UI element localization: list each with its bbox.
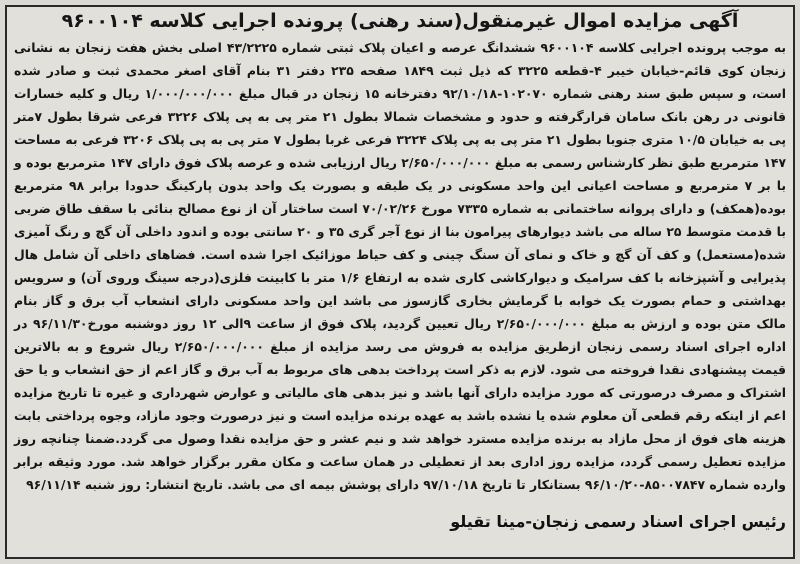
- auction-notice: [14, 8, 786, 496]
- notice-title: آگهی مزایده اموال غیرمنقول(سند رهنی) پرونده اجرایی کلاسه ۹۶۰۰۱۰۴: [61, 10, 739, 32]
- notice-body: به موجب پرونده اجرایی کلاسه ۹۶۰۰۱۰۴ ششدانگ عرصه و اعیان پلاک ثبتی شماره ۴۳/۲۲۲۵ اصلی بخش هفت زنجان به نشانی زنجان کوی قائم-خیابان خیبر ۴-قطعه ۳۲۲۵ که ذیل ثبت ۱۸۴۹ صفحه ۲۳۵ دفتر ۳۱ بنام آقای اصغر محمدی ثبت و صادر شده است، و سپس طبق سند رهنی شماره ۱۰۲۰۷۰-۹۲/۱۰/۱۸ دفترخانه ۱۵ زنجان در قبال مبلغ ۱/۰۰۰/۰۰۰/۰۰۰ ریال و کلیه خسارات قانونی در رهن بانک سامان قرارگرفته و حدود و مشخصات شمالا بطول ۲۱ متر پی به پی پلاک ۳۲۲۶ فرعی شرقا بطول ۷متر پی به خیابان ۱۰/۵ متری جنوبا بطول ۲۱ متر پی به پی پلاک ۳۲۲۴ فرعی غربا بطول ۷ متر پی به پی پلاک ۳۲۰۶ فرعی به مساحت ۱۴۷ مترمربع طبق نظر کارشناس رسمی به مبلغ ۲/۶۵۰/۰۰۰/۰۰۰ ریال ارزیابی شده و عرصه پلاک فوق دارای ۱۴۷ مترمربع بوده و با بر ۷ مترمربع و مساحت اعیانی این واحد مسکونی در یک طبقه و بصورت یک واحد بدون پارکینگ حدودا برابر ۹۸ مترمربع بوده(همکف) و دارای پروانه ساختمانی به شماره ۷۳۳۵ مورخ ۷۰/۰۲/۲۶ است ساختار آن از نوع مصالح بنائی با سقف طاق ضربی با قدمت متوسط ۲۵ ساله می باشد دیوارهای پیرامون بنا از نوع آجر گری ۳۵ و ۲۰ سانتی بوده و اندود داخلی آن گچ و رنگ آمیزی شده(مستعمل) و کف آن گچ و خاک و نمای آن سنگ چینی و کف حیاط موزائیک اجرا شده است. فضاهای داخلی آن شامل هال پذیرایی و آشپزخانه با کف سرامیک و دیوارکاشی کاری شده به ارتفاع ۱/۶ متر با کابینت فلزی(درجه سینگ وروی آن) و سرویس بهداشتی و حمام بصورت یک خوابه با گرمایش بخاری گازسوز می باشد این واحد مسکونی دارای انشعاب آب برق و گاز بنام مالک متن بوده و ارزش به مبلغ ۲/۶۵۰/۰۰۰/۰۰۰ ریال تعیین گردید، پلاک فوق از ساعت ۹الی ۱۲ روز دوشنبه مورخ۹۶/۱۱/۳۰ در اداره اجرای اسناد رسمی زنجان ازطریق مزایده به فروش می رسد مزایده از مبلغ ۲/۶۵۰/۰۰۰/۰۰۰ ریال شروع و به بالاترین قیمت پیشنهادی نقدا فروخته می شود. لازم به ذکر است پرداخت بدهی های مربوط به آب برق و گاز اعم از حق انشعاب و یا حق اشتراک و مصرف درصورتی که مورد مزایده دارای آنها باشد و نیز بدهی های مالیاتی و عوارض شهرداری و غیره تا تاریخ مزایده اعم از اینکه رقم قطعی آن معلوم شده یا نشده باشد به عهده برنده مزایده است و نیز درصورت وجود مازاد، وجوه پرداختی بابت هزینه های فوق از محل مازاد به برنده مزایده مسترد خواهد شد و نیم عشر و حق مزایده نقدا وصول می گردد.ضمنا چنانچه روز مزایده تعطیل رسمی گردد، مزایده روز اداری بعد از تعطیلی در همان ساعت و مکان مقرر برگزار خواهد شد. مورد وثیقه برابر وارده شماره ۸۵۰۰۷۸۴۷-۹۶/۱۰/۲۰ بستانکار تا تاریخ ۹۷/۱۰/۱۸ دارای پوشش بیمه ای می باشد. تاریخ انتشار: روز شنبه ۹۶/۱۱/۱۴: [14, 40, 787, 492]
- notice-signature: رئیس اجرای اسناد رسمی زنجان-مینا تقیلو: [450, 512, 786, 531]
